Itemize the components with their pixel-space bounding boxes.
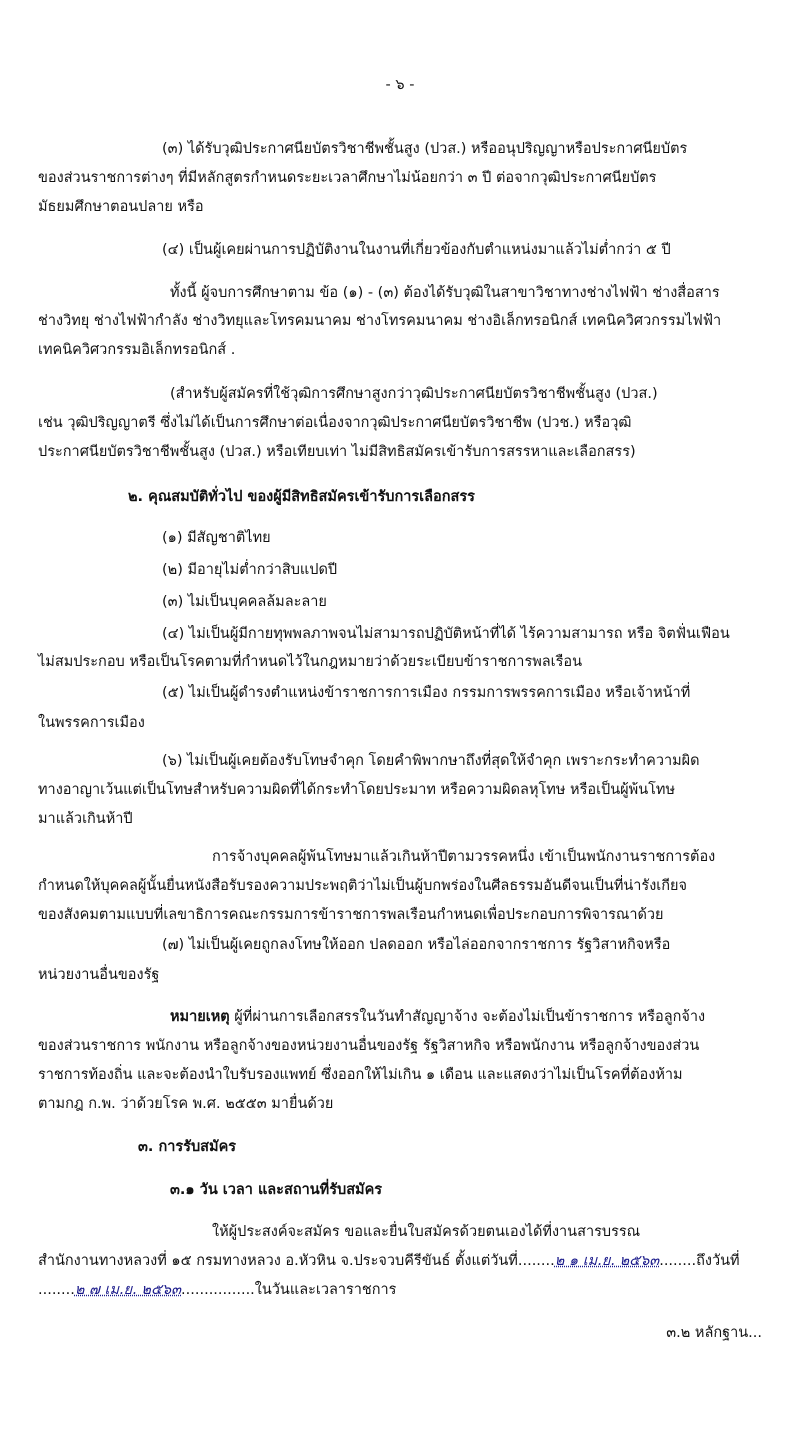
- text-line: เช่น วุฒิปริญญาตรี ซึ่งไม่ได้เป็นการศึกษาต่อเนื่องจากวุฒิประกาศนียบัตรวิชาชีพ (ปวช.) หรือวุฒิ: [38, 415, 632, 431]
- section-heading: ๒. คุณสมบัติทั่วไป ของผู้มีสิทธิสมัครเข้ารับการเลือกสรร: [128, 489, 475, 505]
- text-line: ราชการท้องถิ่น และจะต้องนำใบรับรองแพทย์ ซึ่งออกให้ไม่เกิน ๑ เดือน และแสดงว่าไม่เป็นโรคที่ต้องห้าม: [38, 1067, 683, 1083]
- dotted-leader: ........: [517, 1253, 555, 1269]
- text-line: ตามกฎ ก.พ. ว่าด้วยโรค พ.ศ. ๒๕๕๓ มายื่นด้วย: [38, 1096, 334, 1112]
- text-line: ทางอาญาเว้นแต่เป็นโทษสำหรับความผิดที่ได้กระทำโดยประมาท หรือความผิดลหุโทษ หรือเป็นผู้พ้นโทษ: [38, 782, 676, 798]
- list-item: (๑) มีสัญชาติไทย: [162, 530, 271, 546]
- text-line: (สำหรับผู้สมัครที่ใช้วุฒิการศึกษาสูงกว่าวุฒิประกาศนียบัตรวิชาชีพชั้นสูง (ปวส.): [170, 386, 658, 402]
- text-segment: ในวันและเวลาราชการ: [254, 1282, 397, 1298]
- date-line: [38, 1251, 740, 1271]
- text-line: (๓) ได้รับวุฒิประกาศนียบัตรวิชาชีพชั้นสูง (ปวส.) หรืออนุปริญญาหรือประกาศนียบัตร: [162, 141, 688, 157]
- text-line: หน่วยงานอื่นของรัฐ: [38, 967, 160, 983]
- dotted-leader: ........: [38, 1282, 75, 1298]
- list-item: (๕) ไม่เป็นผู้ดำรงตำแหน่งข้าราชการการเมือง กรรมการพรรคการเมือง หรือเจ้าหน้าที่: [162, 685, 691, 701]
- text-line: ของส่วนราชการต่างๆ ที่มีหลักสูตรกำหนดระยะเวลาศึกษาไม่น้อยกว่า ๓ ปี ต่อจากวุฒิประกาศนียบัตร: [38, 170, 657, 186]
- text-line: เทคนิควิศวกรรมอิเล็กทรอนิกส์ .: [38, 342, 236, 358]
- list-item: (๒) มีอายุไม่ต่ำกว่าสิบแปดปี: [162, 562, 338, 578]
- subsection-heading: ๓.๑ วัน เวลา และสถานที่รับสมัคร: [170, 1182, 383, 1198]
- text-line: มาแล้วเกินห้าปี: [38, 811, 133, 827]
- note-label: หมายเหตุ: [170, 1009, 230, 1025]
- text-line: ไม่สมประกอบ หรือเป็นโรคตามที่กำหนดไว้ในกฎหมายว่าด้วยระเบียบข้าราชการพลเรือน: [38, 654, 583, 670]
- text-line: ของสังคมตามแบบที่เลขาธิการคณะกรรมการข้าราชการพลเรือนกำหนดเพื่อประกอบการพิจารณาด้วย: [38, 907, 664, 923]
- list-item: (๔) ไม่เป็นผู้มีกายทุพพลภาพจนไม่สามารถปฏิบัติหน้าที่ได้ ไร้ความสามารถ หรือ จิตฟั่นเฟือน: [162, 626, 730, 642]
- text-line: ช่างวิทยุ ช่างไฟฟ้ากำลัง ช่างวิทยุและโทรคมนาคม ช่างโทรคมนาคม ช่างอิเล็กทรอนิกส์ เทคนิควิศวกรรมไฟฟ้า: [38, 313, 722, 329]
- text-line: ให้ผู้ประสงค์จะสมัคร ขอและยื่นใบสมัครด้วยตนเองได้ที่งานสารบรรณ: [212, 1224, 641, 1240]
- list-item: (๖) ไม่เป็นผู้เคยต้องรับโทษจำคุก โดยคำพิพากษาถึงที่สุดให้จำคุก เพราะกระทำความผิด: [162, 753, 700, 769]
- date-line: [38, 1280, 396, 1300]
- note-line: [170, 1007, 705, 1027]
- dotted-leader: ........: [659, 1253, 697, 1269]
- list-item: (๓) ไม่เป็นบุคคลล้มละลาย: [162, 594, 327, 610]
- note-text: ผู้ที่ผ่านการเลือกสรรในวันทำสัญญาจ้าง จะต้องไม่เป็นข้าราชการ หรือลูกจ้าง: [234, 1009, 706, 1025]
- text-line: ของส่วนราชการ พนักงาน หรือลูกจ้างของหน่วยงานอื่นของรัฐ รัฐวิสาหกิจ หรือพนักงาน หรือลูกจ้างของส่วน: [38, 1038, 700, 1054]
- dotted-leader: ........: [217, 1282, 255, 1298]
- dotted-leader: ........: [181, 1282, 218, 1298]
- text-line: (๔) เป็นผู้เคยผ่านการปฏิบัติงานในงานที่เกี่ยวข้องกับตำแหน่งมาแล้วไม่ต่ำกว่า ๕ ปี: [162, 242, 671, 258]
- list-item: (๗) ไม่เป็นผู้เคยถูกลงโทษให้ออก ปลดออก หรือไล่ออกจากราชการ รัฐวิสาหกิจหรือ: [162, 937, 671, 953]
- continuation-marker: ๓.๒ หลักฐาน...: [666, 1325, 762, 1341]
- text-segment: สำนักงานทางหลวงที่ ๑๕ กรมทางหลวง อ.หัวหิน จ.ประจวบคีรีขันธ์ ตั้งแต่วันที่: [38, 1253, 518, 1269]
- text-line: กำหนดให้บุคคลผู้นั้นยื่นหนังสือรับรองความประพฤติว่าไม่เป็นผู้บกพร่องในศีลธรรมอันดีจนเป็นที่น่ารังเกียจ: [38, 878, 688, 894]
- text-line: ประกาศนียบัตรวิชาชีพชั้นสูง (ปวส.) หรือเทียบเท่า ไม่มีสิทธิสมัครเข้ารับการสรรหาและเลือกสรร): [38, 444, 636, 460]
- text-line: ทั้งนี้ ผู้จบการศึกษาตาม ข้อ (๑) - (๓) ต้องได้รับวุฒิในสาขาวิชาทางช่างไฟฟ้า ช่างสื่อสาร: [170, 285, 720, 301]
- text-line: ในพรรคการเมือง: [38, 715, 145, 731]
- page-number: - ๖ -: [385, 77, 415, 93]
- section-heading: ๓. การรับสมัคร: [138, 1139, 237, 1155]
- text-segment: ถึงวันที่: [696, 1253, 740, 1269]
- handwritten-end-date: ๒ ๗ เม.ย. ๒๕๖๓: [74, 1282, 182, 1298]
- text-line: มัธยมศึกษาตอนปลาย หรือ: [38, 199, 204, 215]
- text-line: การจ้างบุคคลผู้พ้นโทษมาแล้วเกินห้าปีตามวรรคหนึ่ง เข้าเป็นพนักงานราชการต้อง: [212, 849, 716, 865]
- handwritten-start-date: ๒ ๑ เม.ย. ๒๕๖๓: [554, 1253, 660, 1269]
